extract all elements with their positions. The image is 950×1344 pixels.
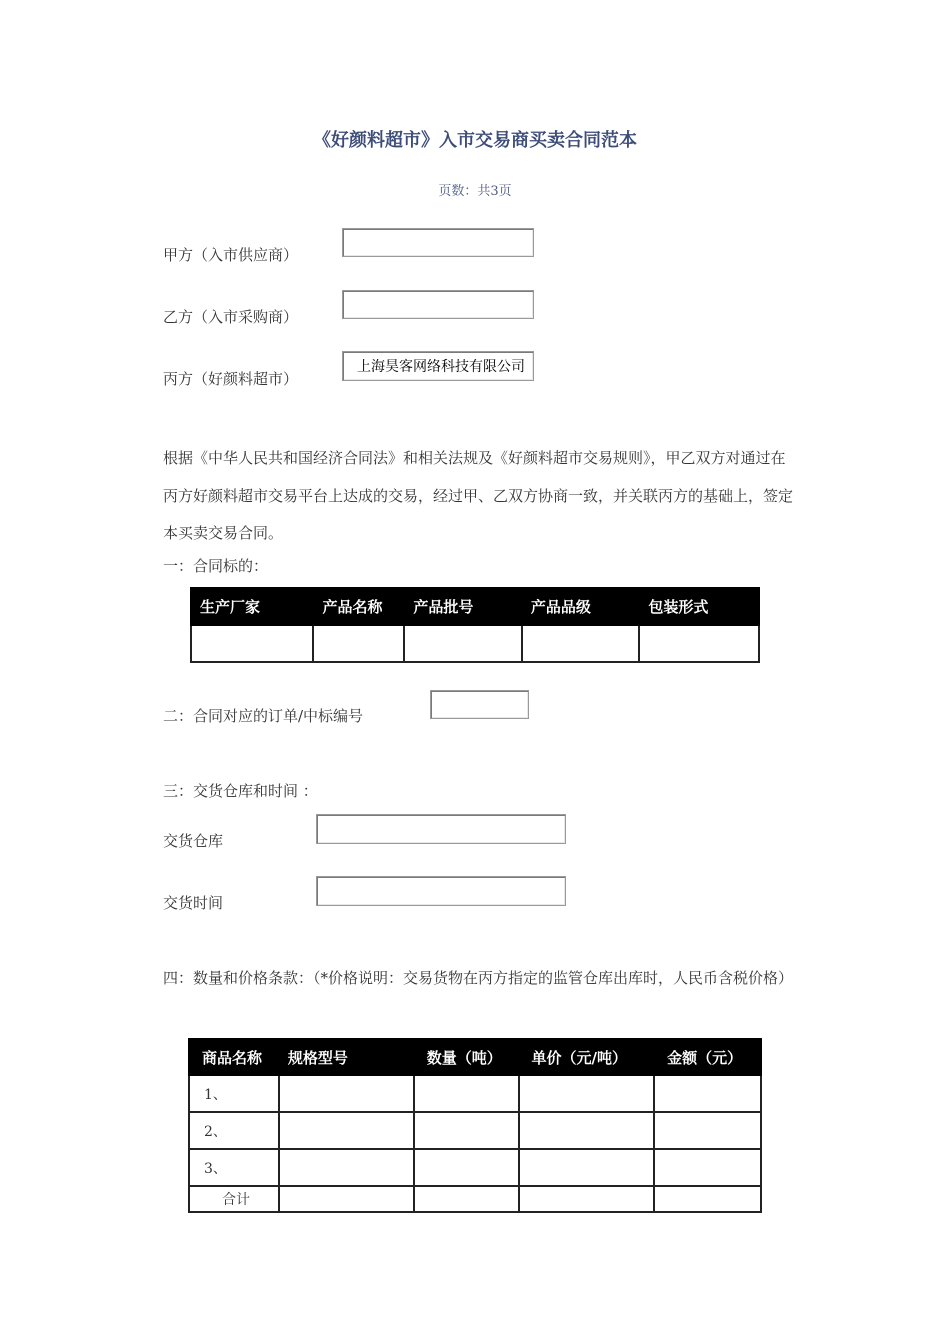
section3-heading: 三：交货仓库和时间 ：: [163, 782, 318, 800]
table-cell[interactable]: [279, 1075, 414, 1112]
col-spec-model: 规格型号: [279, 1039, 414, 1075]
subject-table: [190, 587, 760, 663]
table-cell[interactable]: [519, 1186, 655, 1212]
table-cell[interactable]: [519, 1112, 655, 1149]
table-cell[interactable]: [654, 1075, 761, 1112]
col-manufacturer: 生产厂家: [191, 588, 313, 625]
order-number-field[interactable]: [430, 690, 529, 719]
table-cell[interactable]: [414, 1186, 519, 1212]
row-number: 2、: [189, 1112, 279, 1149]
total-row: [189, 1186, 761, 1212]
row-number: 1、: [189, 1075, 279, 1112]
warehouse-label: 交货仓库: [163, 832, 224, 850]
delivery-time-field[interactable]: [316, 876, 566, 906]
col-product-name: 产品名称: [313, 588, 404, 625]
table-row: [189, 1149, 761, 1186]
party-b-field[interactable]: [342, 290, 534, 319]
party-b-label: 乙方（入市采购商）: [163, 308, 299, 326]
col-packaging: 包装形式: [639, 588, 759, 625]
col-grade: 产品品级: [522, 588, 640, 625]
col-amount: 金额（元）: [654, 1039, 761, 1075]
table-cell[interactable]: [414, 1149, 519, 1186]
table-row: [191, 625, 759, 662]
table-cell[interactable]: [519, 1075, 655, 1112]
party-c-field[interactable]: 上海昊客网络科技有限公司: [342, 351, 534, 381]
table-cell[interactable]: [519, 1149, 655, 1186]
document-title: 《好颜料超市》入市交易商买卖合同范本: [313, 130, 637, 151]
table-cell[interactable]: [414, 1112, 519, 1149]
table-cell[interactable]: [654, 1112, 761, 1149]
col-batch-number: 产品批号: [404, 588, 522, 625]
table-cell[interactable]: [639, 625, 759, 662]
table-cell[interactable]: [522, 625, 640, 662]
warehouse-field[interactable]: [316, 814, 566, 844]
party-c-label: 丙方（好颜料超市）: [163, 370, 299, 388]
table-cell[interactable]: [313, 625, 404, 662]
table-cell[interactable]: [404, 625, 522, 662]
page-count: 页数：共3页: [438, 184, 512, 199]
row-number: 3、: [189, 1149, 279, 1186]
section1-heading: 一：合同标的：: [163, 557, 269, 575]
delivery-time-label: 交货时间: [163, 894, 224, 912]
table-cell[interactable]: [279, 1112, 414, 1149]
total-label: 合计: [189, 1186, 279, 1212]
party-a-label: 甲方（入市供应商）: [163, 246, 299, 264]
col-quantity: 数量（吨）: [414, 1039, 519, 1075]
table-cell[interactable]: [191, 625, 313, 662]
section2-heading: 二：合同对应的订单/中标编号: [163, 707, 364, 725]
party-a-field[interactable]: [342, 228, 534, 257]
price-table-header: [189, 1039, 761, 1075]
col-unit-price: 单价（元/吨）: [519, 1039, 655, 1075]
table-cell[interactable]: [654, 1149, 761, 1186]
table-cell[interactable]: [654, 1186, 761, 1212]
table-cell[interactable]: [279, 1186, 414, 1212]
section4-heading: 四：数量和价格条款：（*价格说明：交易货物在丙方指定的监管仓库出库时，人民币含税价格）: [163, 969, 794, 987]
subject-table-header: [191, 588, 759, 625]
table-cell[interactable]: [279, 1149, 414, 1186]
table-row: [189, 1075, 761, 1112]
col-goods-name: 商品名称: [189, 1039, 279, 1075]
table-row: [189, 1112, 761, 1149]
price-table: [188, 1038, 762, 1213]
table-cell[interactable]: [414, 1075, 519, 1112]
intro-paragraph: 根据《中华人民共和国经济合同法》和相关法规及《好颜料超市交易规则》，甲乙双方对通过在丙方好颜料超市交易平台上达成的交易，经过甲、乙双方协商一致，并关联丙方的基础上，签定本买卖交易合同。: [163, 449, 794, 542]
